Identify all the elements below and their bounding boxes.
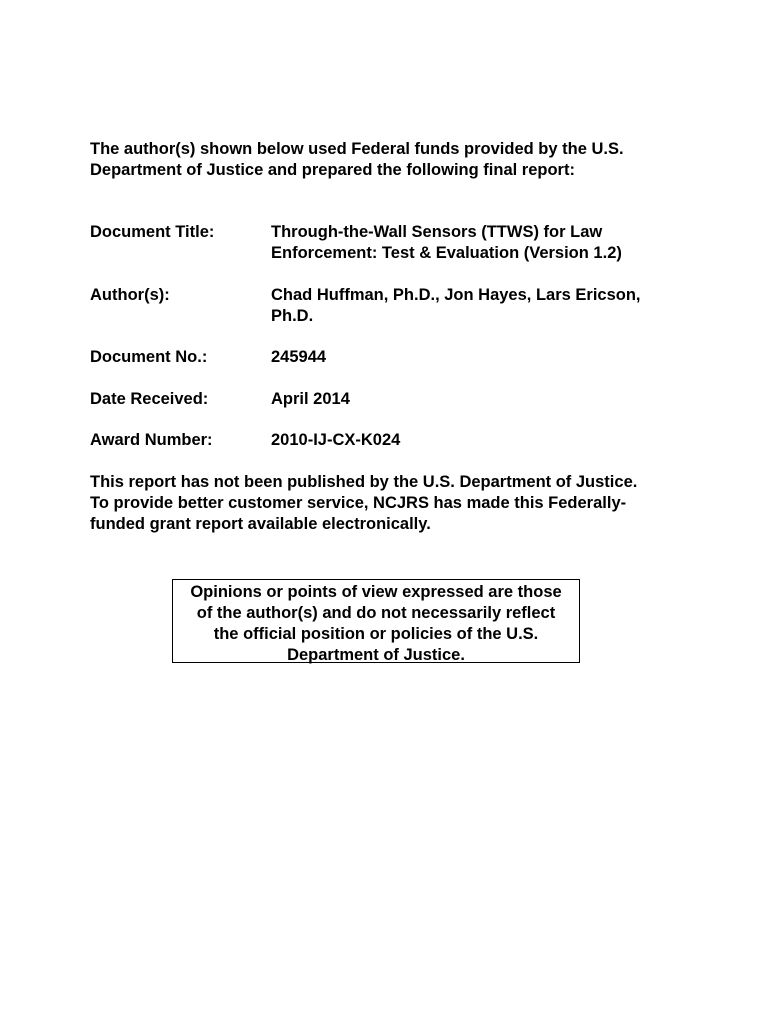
date-received-label: Date Received: xyxy=(90,390,209,408)
document-title-line: Through-the-Wall Sensors (TTWS) for Law xyxy=(271,223,603,241)
authors-value xyxy=(271,285,681,327)
disclaimer-line: Opinions or points of view expressed are those xyxy=(190,583,562,601)
disclaimer-line: the official position or policies of the U.S. xyxy=(213,625,539,643)
award-number-value: 2010-IJ-CX-K024 xyxy=(271,431,401,449)
document-number-value: 245944 xyxy=(271,348,327,366)
notice-line: funded grant report available electronically. xyxy=(90,515,431,533)
publication-notice xyxy=(90,472,690,535)
notice-line: This report has not been published by the U.S. Department of Justice. xyxy=(90,473,638,491)
document-title-line: Enforcement: Test & Evaluation (Version 1.2) xyxy=(271,244,622,262)
notice-line: To provide better customer service, NCJRS has made this Federally- xyxy=(90,494,627,512)
authors-label: Author(s): xyxy=(90,286,170,304)
award-number-label: Award Number: xyxy=(90,431,213,449)
authors-line: Chad Huffman, Ph.D., Jon Hayes, Lars Ericson, xyxy=(271,286,641,304)
disclaimer-line: of the author(s) and do not necessarily reflect xyxy=(196,604,556,622)
disclaimer-box xyxy=(172,579,580,663)
disclaimer-line: Department of Justice. xyxy=(287,646,465,664)
intro-line: The author(s) shown below used Federal funds provided by the U.S. xyxy=(90,140,624,158)
authors-line: Ph.D. xyxy=(271,307,314,325)
intro-line: Department of Justice and prepared the following final report: xyxy=(90,161,575,179)
document-title-label: Document Title: xyxy=(90,223,215,241)
document-number-label: Document No.: xyxy=(90,348,208,366)
document-title-value xyxy=(271,222,681,264)
date-received-value: April 2014 xyxy=(271,390,350,408)
intro-statement xyxy=(90,139,690,181)
